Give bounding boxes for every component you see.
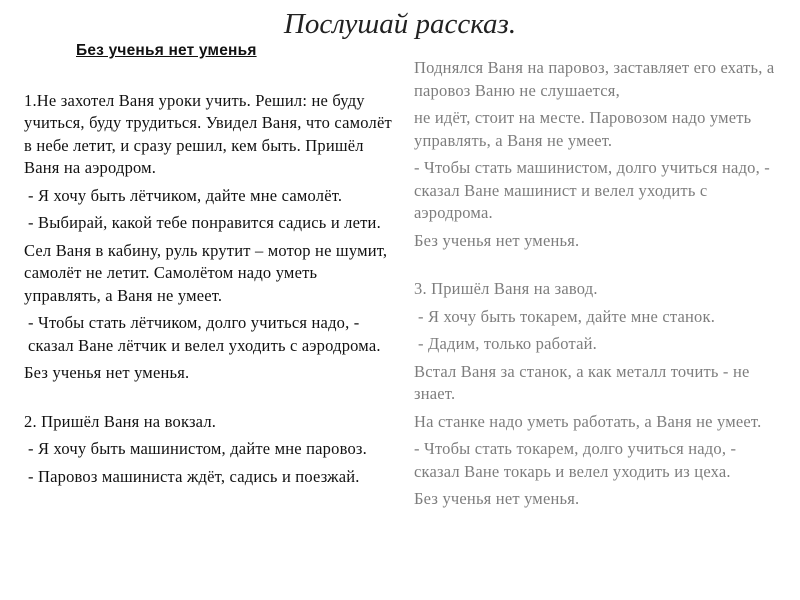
story-paragraph: - Чтобы стать лётчиком, долго учиться надо, - сказал Ване лётчик и велел уходить с аэродрома. <box>28 313 381 355</box>
story-paragraph: Сел Ваня в кабину, руль крутит – мотор не шумит, самолёт не летит. Самолётом надо уметь управлять, а Ваня не умеет. <box>24 240 388 305</box>
story-paragraph: - Я хочу быть лётчиком, дайте мне самолёт. <box>28 185 343 205</box>
story-paragraph: - Паровоз машиниста ждёт, садись и поезжай. <box>28 466 360 486</box>
story-paragraph: - Дадим, только работай. <box>418 334 597 353</box>
story-moral: Без ученья нет уменья. <box>414 489 580 508</box>
story-left-column <box>24 40 396 493</box>
story-moral: Без ученья нет уменья. <box>414 230 580 250</box>
story-subtitle: Без ученья нет уменья <box>76 42 257 59</box>
story-paragraph: - Я хочу быть машинистом, дайте мне паровоз. <box>28 439 367 458</box>
story-paragraph: - Чтобы стать токарем, долго учиться надо, - сказал Ване токарь и велел уходить из цеха. <box>414 439 737 481</box>
page-title: Послушай рассказ. <box>283 8 517 40</box>
story-paragraph: - Чтобы стать машинистом, долго учиться надо, - сказал Ване машинист и велел уходить с аэродрома. <box>414 158 770 222</box>
story-paragraph: Поднялся Ваня на паровоз, заставляет его ехать, а паровоз Ваню не слушается, <box>414 58 775 100</box>
story-paragraph: 3. Пришёл Ваня на завод. <box>414 279 598 298</box>
story-paragraph: 2. Пришёл Ваня на вокзал. <box>24 411 217 431</box>
story-paragraph: На станке надо уметь работать, а Ваня не умеет. <box>414 411 762 431</box>
story-paragraph: 1.Не захотел Ваня уроки учить. Решил: не буду учиться, буду трудиться. Увидел Ваня, что самолёт в небе летит, и сразу решил, кем быть. Пришёл Ваня на аэродром. <box>24 90 392 177</box>
story-paragraph: - Выбирай, какой тебе понравится садись и лети. <box>28 213 381 232</box>
story-right-column <box>414 57 786 516</box>
story-paragraph: не идёт, стоит на месте. Паровозом надо уметь управлять, а Ваня не умеет. <box>414 108 752 150</box>
story-paragraph: Встал Ваня за станок, а как металл точить - не знает. <box>414 361 750 403</box>
story-paragraph: - Я хочу быть токарем, дайте мне станок. <box>418 306 716 326</box>
story-moral: Без ученья нет уменья. <box>24 363 190 382</box>
